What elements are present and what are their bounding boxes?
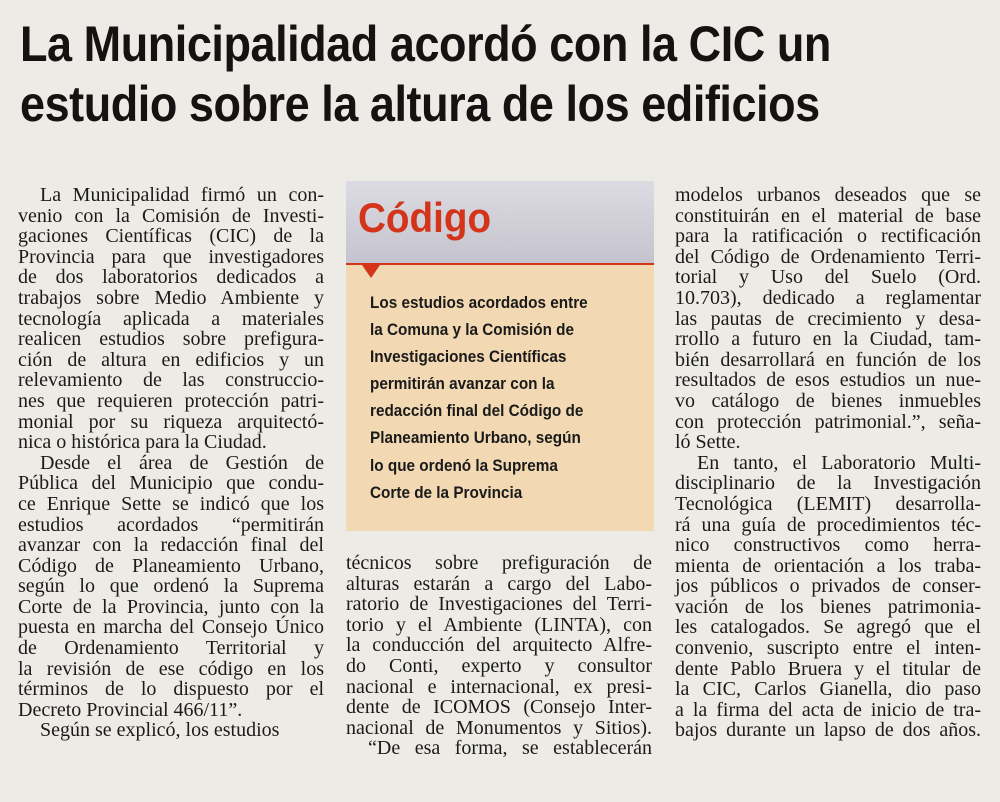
text-line: alturas estarán a cargo del Labo- <box>346 572 652 595</box>
sidebar-box-line: permitirán avanzar con la <box>370 374 555 394</box>
article-column-2 <box>346 553 652 759</box>
sidebar-box-line: Investigaciones Científicas <box>370 347 567 367</box>
text-line: convenio, suscripto entre el inten- <box>675 637 981 660</box>
text-line: estudios acordados “permitirán <box>18 513 324 536</box>
text-line: del Código de Ordenamiento Terri- <box>675 245 981 268</box>
text-line: “De esa forma, se establecerán <box>368 737 652 760</box>
text-line: vo catálogo de bienes inmuebles <box>675 389 981 412</box>
text-line: bién desarrollará en función de los <box>675 348 981 371</box>
sidebar-box-line: redacción final del Código de <box>370 401 584 421</box>
text-line: En tanto, el Laboratorio Multi- <box>697 451 981 474</box>
text-line: nica o histórica para la Ciudad. <box>18 431 267 454</box>
sidebar-box <box>346 181 654 531</box>
text-line: modelos urbanos deseados que se <box>675 184 981 206</box>
text-line: resultados de esos estudios un nue- <box>675 369 981 392</box>
text-line: bajos durante un lapso de dos años. <box>675 719 981 742</box>
sidebar-box-header <box>346 181 654 263</box>
article-column-1 <box>18 185 324 741</box>
text-line: Desde el área de Gestión de <box>40 451 324 474</box>
text-line: ción de altura en edificios y un <box>18 348 324 371</box>
text-line: puesta en marcha del Consejo Único <box>18 616 324 639</box>
text-line: nacional e internacional, ex presi- <box>346 675 652 698</box>
text-line: avanzar con la redacción final del <box>18 534 324 557</box>
text-line: constituirán en el material de base <box>675 204 981 227</box>
headline-line: La Municipalidad acordó con la CIC un <box>20 16 831 72</box>
text-line: nico constructivos como herra- <box>675 534 981 557</box>
text-line: 10.703), dedicado a reglamentar <box>675 286 981 309</box>
text-line: según lo que ordenó la Suprema <box>18 575 324 598</box>
sidebar-box-title: Código <box>358 194 492 241</box>
triangle-marker-icon <box>362 265 380 278</box>
text-line: jos públicos o privados de conser- <box>675 575 981 598</box>
text-line: les catalogados. Se agregó que el <box>675 616 981 639</box>
text-line: gaciones Científicas (CIC) de la <box>18 225 324 248</box>
headline <box>20 14 884 134</box>
sidebar-box-rule <box>346 263 654 265</box>
text-line: términos de lo dispuesto por el <box>18 678 324 701</box>
text-line: dente de ICOMOS (Consejo Inter- <box>346 696 652 719</box>
text-line: nacional de Monumentos y Sitios). <box>346 716 652 739</box>
text-line: dente Pablo Bruera y el titular de <box>675 657 981 680</box>
text-line: de Ordenamiento Territorial y <box>18 637 324 660</box>
text-line: la CIC, Carlos Gianella, dio paso <box>675 678 981 701</box>
text-line: las pautas de crecimiento y desa- <box>675 307 981 330</box>
text-line: relevamiento de las construccio- <box>18 369 324 392</box>
text-line: Según se explicó, los estudios <box>40 719 280 742</box>
text-line: torio y el Ambiente (LINTA), con <box>346 613 652 636</box>
text-line: La Municipalidad firmó un con- <box>40 184 324 206</box>
text-line: Tecnológica (LEMIT) desarrolla- <box>675 492 981 515</box>
text-line: vación de los bienes patrimonia- <box>675 595 981 618</box>
text-line: venio con la Comisión de Investi- <box>18 204 324 227</box>
text-line: Código de Planeamiento Urbano, <box>18 554 324 577</box>
sidebar-box-line: Planeamiento Urbano, según <box>370 428 581 448</box>
text-line: la revisión de ese código en los <box>18 657 324 680</box>
text-line: ce Enrique Sette se indicó que los <box>18 492 324 515</box>
text-line: Decreto Provincial 466/11”. <box>18 698 243 721</box>
text-line: realicen estudios sobre prefigura- <box>18 328 324 351</box>
text-line: do Conti, experto y consultor <box>346 654 652 677</box>
text-line: Pública del Municipio que condu- <box>18 472 324 495</box>
text-line: la conducción del arquitecto Alfre- <box>346 634 652 657</box>
text-line: de dos laboratorios dedicados a <box>18 266 324 289</box>
headline-line: estudio sobre la altura de los edificios <box>20 76 820 132</box>
text-line: trabajos sobre Medio Ambiente y <box>18 286 324 309</box>
sidebar-box-line: la Comuna y la Comisión de <box>370 320 575 340</box>
text-line: técnicos sobre prefiguración de <box>346 552 652 574</box>
text-line: rá una guía de procedimientos téc- <box>675 513 981 536</box>
text-line: monial por su riqueza arquitectó- <box>18 410 324 433</box>
sidebar-box-line: Corte de la Provincia <box>370 482 523 502</box>
text-line: nes que requieren protección patri- <box>18 389 324 412</box>
text-line: rrollo a futuro en la Ciudad, tam- <box>675 328 981 351</box>
text-line: mienta de orientación a los traba- <box>675 554 981 577</box>
article-column-3 <box>675 185 981 741</box>
text-line: Corte de la Provincia, junto con la <box>18 595 324 618</box>
text-line: ratorio de Investigaciones del Terri- <box>346 593 652 616</box>
text-line: Provincia para que investigadores <box>18 245 324 268</box>
sidebar-box-body <box>370 289 642 506</box>
text-line: disciplinario de la Investigación <box>675 472 981 495</box>
sidebar-box-line: lo que ordenó la Suprema <box>370 455 558 475</box>
text-line: ló Sette. <box>675 431 741 454</box>
text-line: para la ratificación o rectificación <box>675 225 981 248</box>
text-line: a la firma del acta de inicio de tra- <box>675 698 981 721</box>
text-line: con protección patrimonial.”, seña- <box>675 410 981 433</box>
text-line: torial y Uso del Suelo (Ord. <box>675 266 981 289</box>
text-line: tecnología aplicada a materiales <box>18 307 324 330</box>
sidebar-box-line: Los estudios acordados entre <box>370 293 588 312</box>
